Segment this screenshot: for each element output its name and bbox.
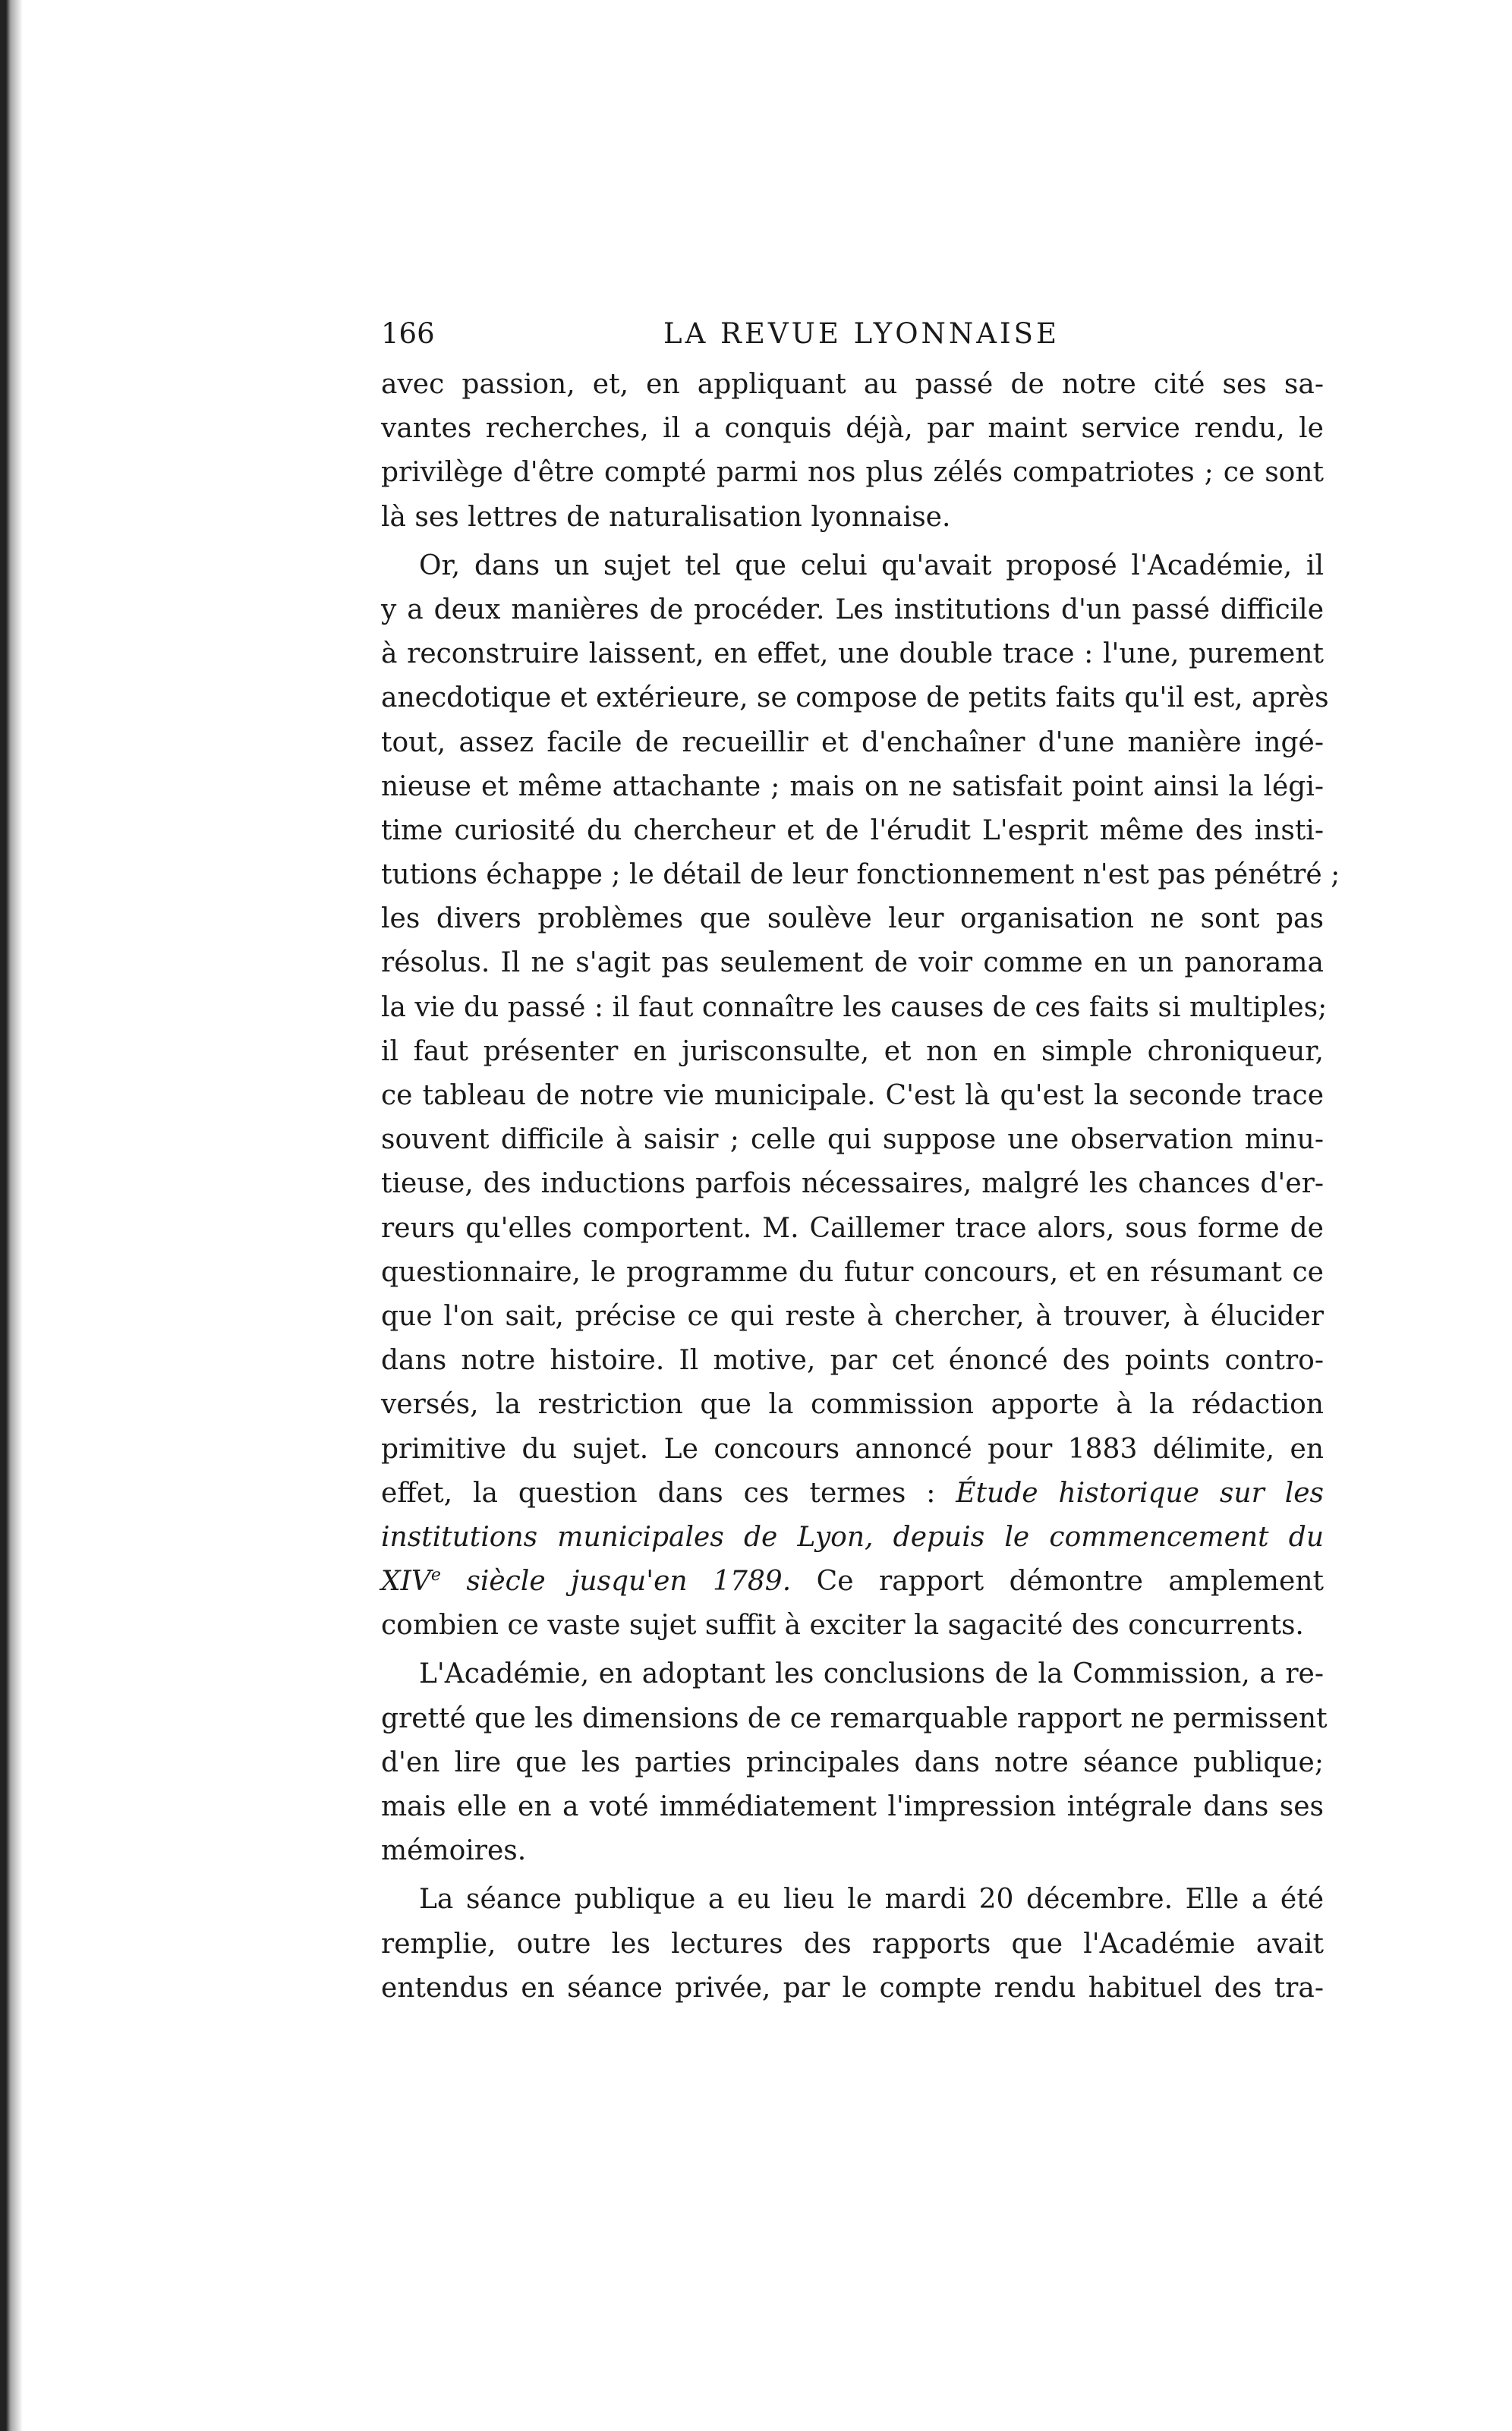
text-segment: siècle jusqu'en 1789. (440, 1566, 792, 1598)
text-line (381, 1560, 1324, 1604)
italic-title: institutions municipales de Lyon, depuis le commencement du (381, 1521, 1324, 1553)
journal-title: LA REVUE LYONNAISE (663, 317, 1060, 350)
text-line: à reconstruire laissent, en effet, une double trace : l'une, purement (381, 638, 1324, 670)
text-line: privilège d'être compté parmi nos plus zélés compatriotes ; ce sont (381, 457, 1324, 489)
century-numeral: XIV (381, 1566, 431, 1598)
text-line: combien ce vaste sujet suffit à exciter la sagacité des concurrents. (381, 1610, 1304, 1642)
text-line: les divers problèmes que soulève leur organisation ne sont pas (381, 903, 1324, 935)
text-line: mémoires. (381, 1835, 527, 1867)
text-line: reurs qu'elles comportent. M. Caillemer trace alors, sous forme de (381, 1212, 1324, 1244)
text-line: ce tableau de notre vie municipale. C'est là qu'est la seconde trace (381, 1080, 1324, 1111)
scan-left-edge (0, 0, 23, 2431)
text-line: tutions échappe ; le détail de leur fonctionnement n'est pas pénétré ; (381, 859, 1340, 891)
text-line: là ses lettres de naturalisation lyonnaise. (381, 501, 951, 533)
text-line (381, 1516, 1324, 1560)
book-page (381, 317, 1340, 2015)
italic-title: Étude historique sur les (956, 1477, 1324, 1509)
text-segment: Ce rapport démontre amplement (791, 1566, 1324, 1598)
text-line: versés, la restriction que la commission apporte à la rédaction (381, 1389, 1324, 1421)
text-line: primitive du sujet. Le concours annoncé pour 1883 délimite, en (381, 1433, 1324, 1465)
text-line: gretté que les dimensions de ce remarquable rapport ne permissent (381, 1702, 1328, 1734)
text-line: vantes recherches, il a conquis déjà, par maint service rendu, le (381, 413, 1324, 445)
text-line: entendus en séance privée, par le compte rendu habituel des tra- (381, 1972, 1324, 2004)
text-line: il faut présenter en jurisconsulte, et non en simple chroniqueur, (381, 1035, 1324, 1067)
text-line: que l'on sait, précise ce qui reste à chercher, à trouver, à élucider (381, 1300, 1324, 1332)
text-line: mais elle en a voté immédiatement l'impression intégrale dans ses (381, 1791, 1324, 1822)
text-line: nieuse et même attachante ; mais on ne satisfait point ainsi la légi- (381, 770, 1324, 802)
page-number: 166 (381, 317, 435, 350)
superscript: e (430, 1566, 441, 1586)
text-line: La séance publique a eu lieu le mardi 20 décembre. Elle a été (419, 1884, 1324, 1916)
text-line: anecdotique et extérieure, se compose de petits faits qu'il est, après (381, 682, 1329, 714)
running-head (381, 317, 1324, 363)
paragraph-2 (381, 544, 1340, 1648)
text-line: résolus. Il ne s'agit pas seulement de voir comme en un panorama (381, 947, 1324, 979)
text-line: Or, dans un sujet tel que celui qu'avait proposé l'Académie, il (419, 549, 1324, 581)
text-line (381, 1472, 1324, 1516)
text-line: time curiosité du chercheur et de l'érudit L'esprit même des insti- (381, 814, 1324, 846)
paragraph-3 (381, 1652, 1328, 1873)
text-line: avec passion, et, en appliquant au passé de notre cité ses sa- (381, 369, 1324, 400)
text-line: L'Académie, en adoptant les conclusions de la Commission, a re- (419, 1658, 1324, 1690)
text-line: la vie du passé : il faut connaître les causes de ces faits si multiples; (381, 991, 1328, 1023)
text-line: tieuse, des inductions parfois nécessaires, malgré les chances d'er- (381, 1168, 1324, 1200)
text-line: tout, assez facile de recueillir et d'enchaîner d'une manière ingé- (381, 726, 1324, 758)
paragraph-4 (381, 1878, 1324, 2011)
paragraph-1 (381, 363, 1324, 540)
text-line: souvent difficile à saisir ; celle qui suppose une observation minu- (381, 1124, 1324, 1156)
text-line: questionnaire, le programme du futur concours, et en résumant ce (381, 1256, 1324, 1288)
italic-title (381, 1566, 791, 1597)
text-line: remplie, outre les lectures des rapports que l'Académie avait (381, 1928, 1324, 1960)
text-segment: effet, la question dans ces termes : (381, 1477, 956, 1509)
text-line: y a deux manières de procéder. Les institutions d'un passé difficile (381, 594, 1324, 625)
text-line: d'en lire que les parties principales dans notre séance publique; (381, 1746, 1324, 1778)
text-line: dans notre histoire. Il motive, par cet énoncé des points contro- (381, 1345, 1324, 1377)
